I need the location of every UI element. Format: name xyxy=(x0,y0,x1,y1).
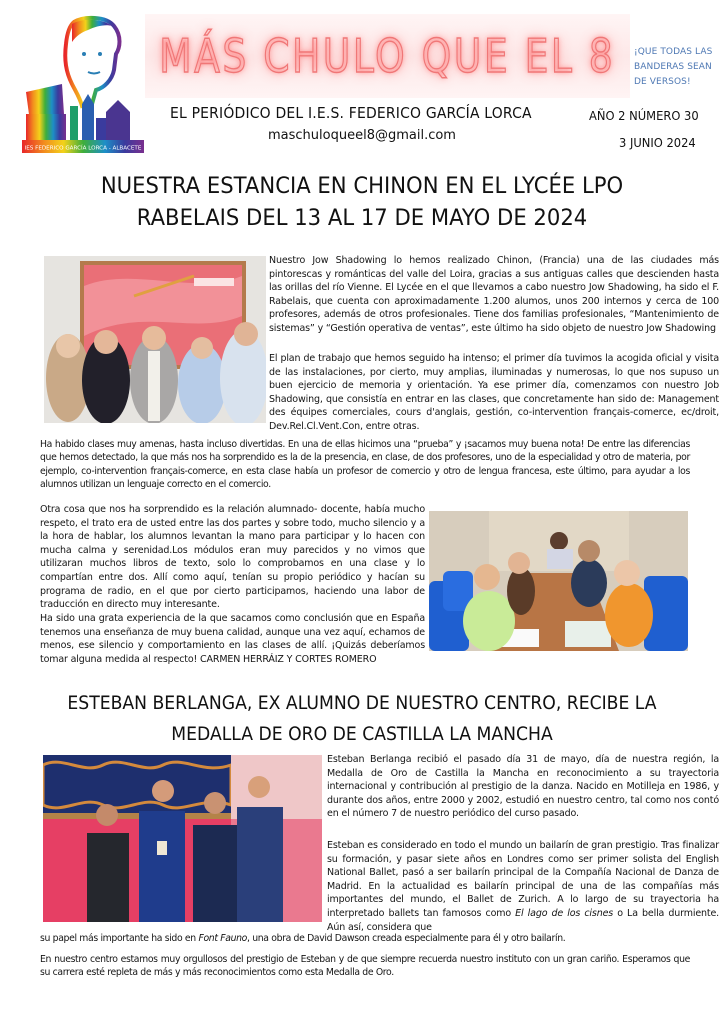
masthead-banner xyxy=(145,14,630,98)
contact-email[interactable]: maschuloqueel8@gmail.com xyxy=(268,128,456,143)
motto-line: DE VERSOS! xyxy=(634,77,691,87)
article-2-paragraph xyxy=(327,839,719,934)
newspaper-title: MÁS CHULO QUE EL 8 xyxy=(159,29,616,83)
motto-line: BANDERAS SEAN xyxy=(634,62,712,72)
article-2-paragraph xyxy=(40,932,700,945)
issue-number: AÑO 2 NÚMERO 30 xyxy=(589,108,699,123)
motto-line: ¡QUE TODAS LAS xyxy=(634,47,713,57)
article-1-headline xyxy=(50,170,674,234)
paragraph-text: o La bella durmiente. Aún así, considera que xyxy=(327,907,720,933)
article-2-paragraph: En nuestro centro estamos muy orgullosos del prestigio de Esteban y de que siempre recuerda nuestro instituto con un gran cariño. Esperamos que su carrera esté repleta de más y más reconocimientos como esta Medalla de Oro. xyxy=(40,954,690,979)
paragraph-text: su papel más importante ha sido en xyxy=(40,933,196,944)
radio-photo-image xyxy=(429,511,688,651)
headline-line: RABELAIS DEL 13 AL 17 DE MAYO DE 2024 xyxy=(136,205,588,231)
ballet-title: Font Fauno xyxy=(198,933,247,944)
article-1-paragraph: Ha habido clases muy amenas, hasta incluso divertidas. En una de ellas hicimos una “prueba” y ¡sacamos muy buena nota! De entre las diferencias que hemos detectado, la que más nos ha sorprendido es la de la presencia, en clase, de dos profesores, uno de la especialidad y otro de materia, por ejemplo, co-intervention français-comerce, en esta clase había un profesor de comercio y otro de lengua francesa, este último, para ayudar a los alumnos utilizan un lenguaje correcto en el comercio. xyxy=(40,439,690,491)
ceremony-photo-image xyxy=(43,755,322,922)
paragraph-text: , una obra de David Dawson creada especialmente para él y otro bailarín. xyxy=(247,933,566,944)
article-1-group-photo xyxy=(44,256,266,423)
article-1-paragraph: Ha sido una grata experiencia de la que sacamos como conclusión que en España tenemos una enseñanza de muy buena calidad, aunque una vez aquí, echamos de menos, ese silencio y comportamiento en las clases de allí. ¡Quizás deberíamos tomar alguna medida al respecto! CARMEN HERRÁIZ Y CORTES ROMERO xyxy=(40,613,425,665)
article-2-ceremony-photo xyxy=(43,755,322,922)
article-2-paragraph: Esteban Berlanga recibió el pasado día 31 de mayo, día de nuestra región, la Medalla de Oro de Castilla la Mancha en reconocimiento a su trayectoria internacional y contribución al prestigio de la danza. Nacido en Motilleja en 1986, y durante dos años, entre 2000 y 2002, estudió en nuestro centro, tal como nos contó en el número 7 de nuestro periódico del curso pasado. xyxy=(327,754,719,820)
lorca-portrait-icon xyxy=(22,14,144,154)
group-photo-image xyxy=(44,256,266,423)
paragraph-text: Esteban es considerado en todo el mundo un bailarín de gran prestigio. Tras finalizar su formación, y pasar siete años en Londres como ser primer solista del English National Ballet, pasó a ser bailarín principal de la Compañía Nacional de Danza de Madrid. En la actualidad es bailarín principal de una de las compañías más importantes del mundo, el Ballet de Zurich. A lo largo de su trayectoria ha interpretado ballets tan famosos como xyxy=(327,840,719,919)
headline-line: ESTEBAN BERLANGA, EX ALUMNO DE NUESTRO CENTRO, RECIBE LA xyxy=(67,693,657,714)
article-1-radio-photo xyxy=(429,511,688,651)
logo-caption: IES FEDERICO GARCÍA LORCA - ALBACETE xyxy=(24,145,142,152)
newspaper-subtitle: EL PERIÓDICO DEL I.E.S. FEDERICO GARCÍA LORCA xyxy=(170,104,532,122)
ballet-title: El lago de los cisnes xyxy=(515,907,614,919)
article-2-headline xyxy=(53,688,671,750)
headline-line: NUESTRA ESTANCIA EN CHINON EN EL LYCÉE LPO xyxy=(100,173,624,199)
issue-date: 3 JUNIO 2024 xyxy=(619,135,696,150)
motto xyxy=(634,45,720,90)
school-logo xyxy=(22,14,144,154)
article-1-paragraph: Otra cosa que nos ha sorprendido es la relación alumnado- docente, había mucho respeto, el trato era de usted entre las dos partes y sobre todo, mucho silencio y a la hora de hablar, los alumnos levantan la mano para participar y lo hacen con mucha calma y serenidad.Los módulos eran muy parecidos y no vimos que utilizaran muchos libros de texto, solo lo comprobamos en una clase y lo compartían entre dos. Allí como aquí, tenían su propio periódico y hacían su programa de radio, en el que por cierto participamos, haciendo una labor de traducción en directo muy interesante. xyxy=(40,504,425,611)
article-1-paragraph: Nuestro Jow Shadowing lo hemos realizado Chinon, (Francia) una de las ciudades más pintorescas y románticas del valle del Loira, gracias a sus antiguas calles que descienden hasta las orillas del río Vienne. El Lycée en el que llevamos a cabo nuestro Jow Shadowing, ha sido el F. Rabelais, que cuenta con aproximadamente 1.200 alumos, unos 200 internos y cerca de 100 profesores, además de otros profesionales. Tiene dos familias profesionales, “Mantenimiento de sistemas” y “Gestión operativa de ventas”, este último ha sido objeto de nuestro Jow Shadowing xyxy=(269,255,719,334)
article-1-paragraph: El plan de trabajo que hemos seguido ha intenso; el primer día tuvimos la acogida oficial y visita de las instalaciones, por cierto, muy amplias, iluminadas y numerosas, lo que nos supuso un buen ejercicio de memoria y orientación. Ya ese primer día, comenzamos con nuestro Job Shadowing, que consistía en entrar en las clases, que concretamente han sido de: Management des équipes comerciales, cours d'anglais, gestión, co-intervention français-comerce, ec/droit, Dev.Rel.Cl.Vent.Con, entre otras. xyxy=(269,353,719,432)
headline-line: MEDALLA DE ORO DE CASTILLA LA MANCHA xyxy=(171,724,553,745)
